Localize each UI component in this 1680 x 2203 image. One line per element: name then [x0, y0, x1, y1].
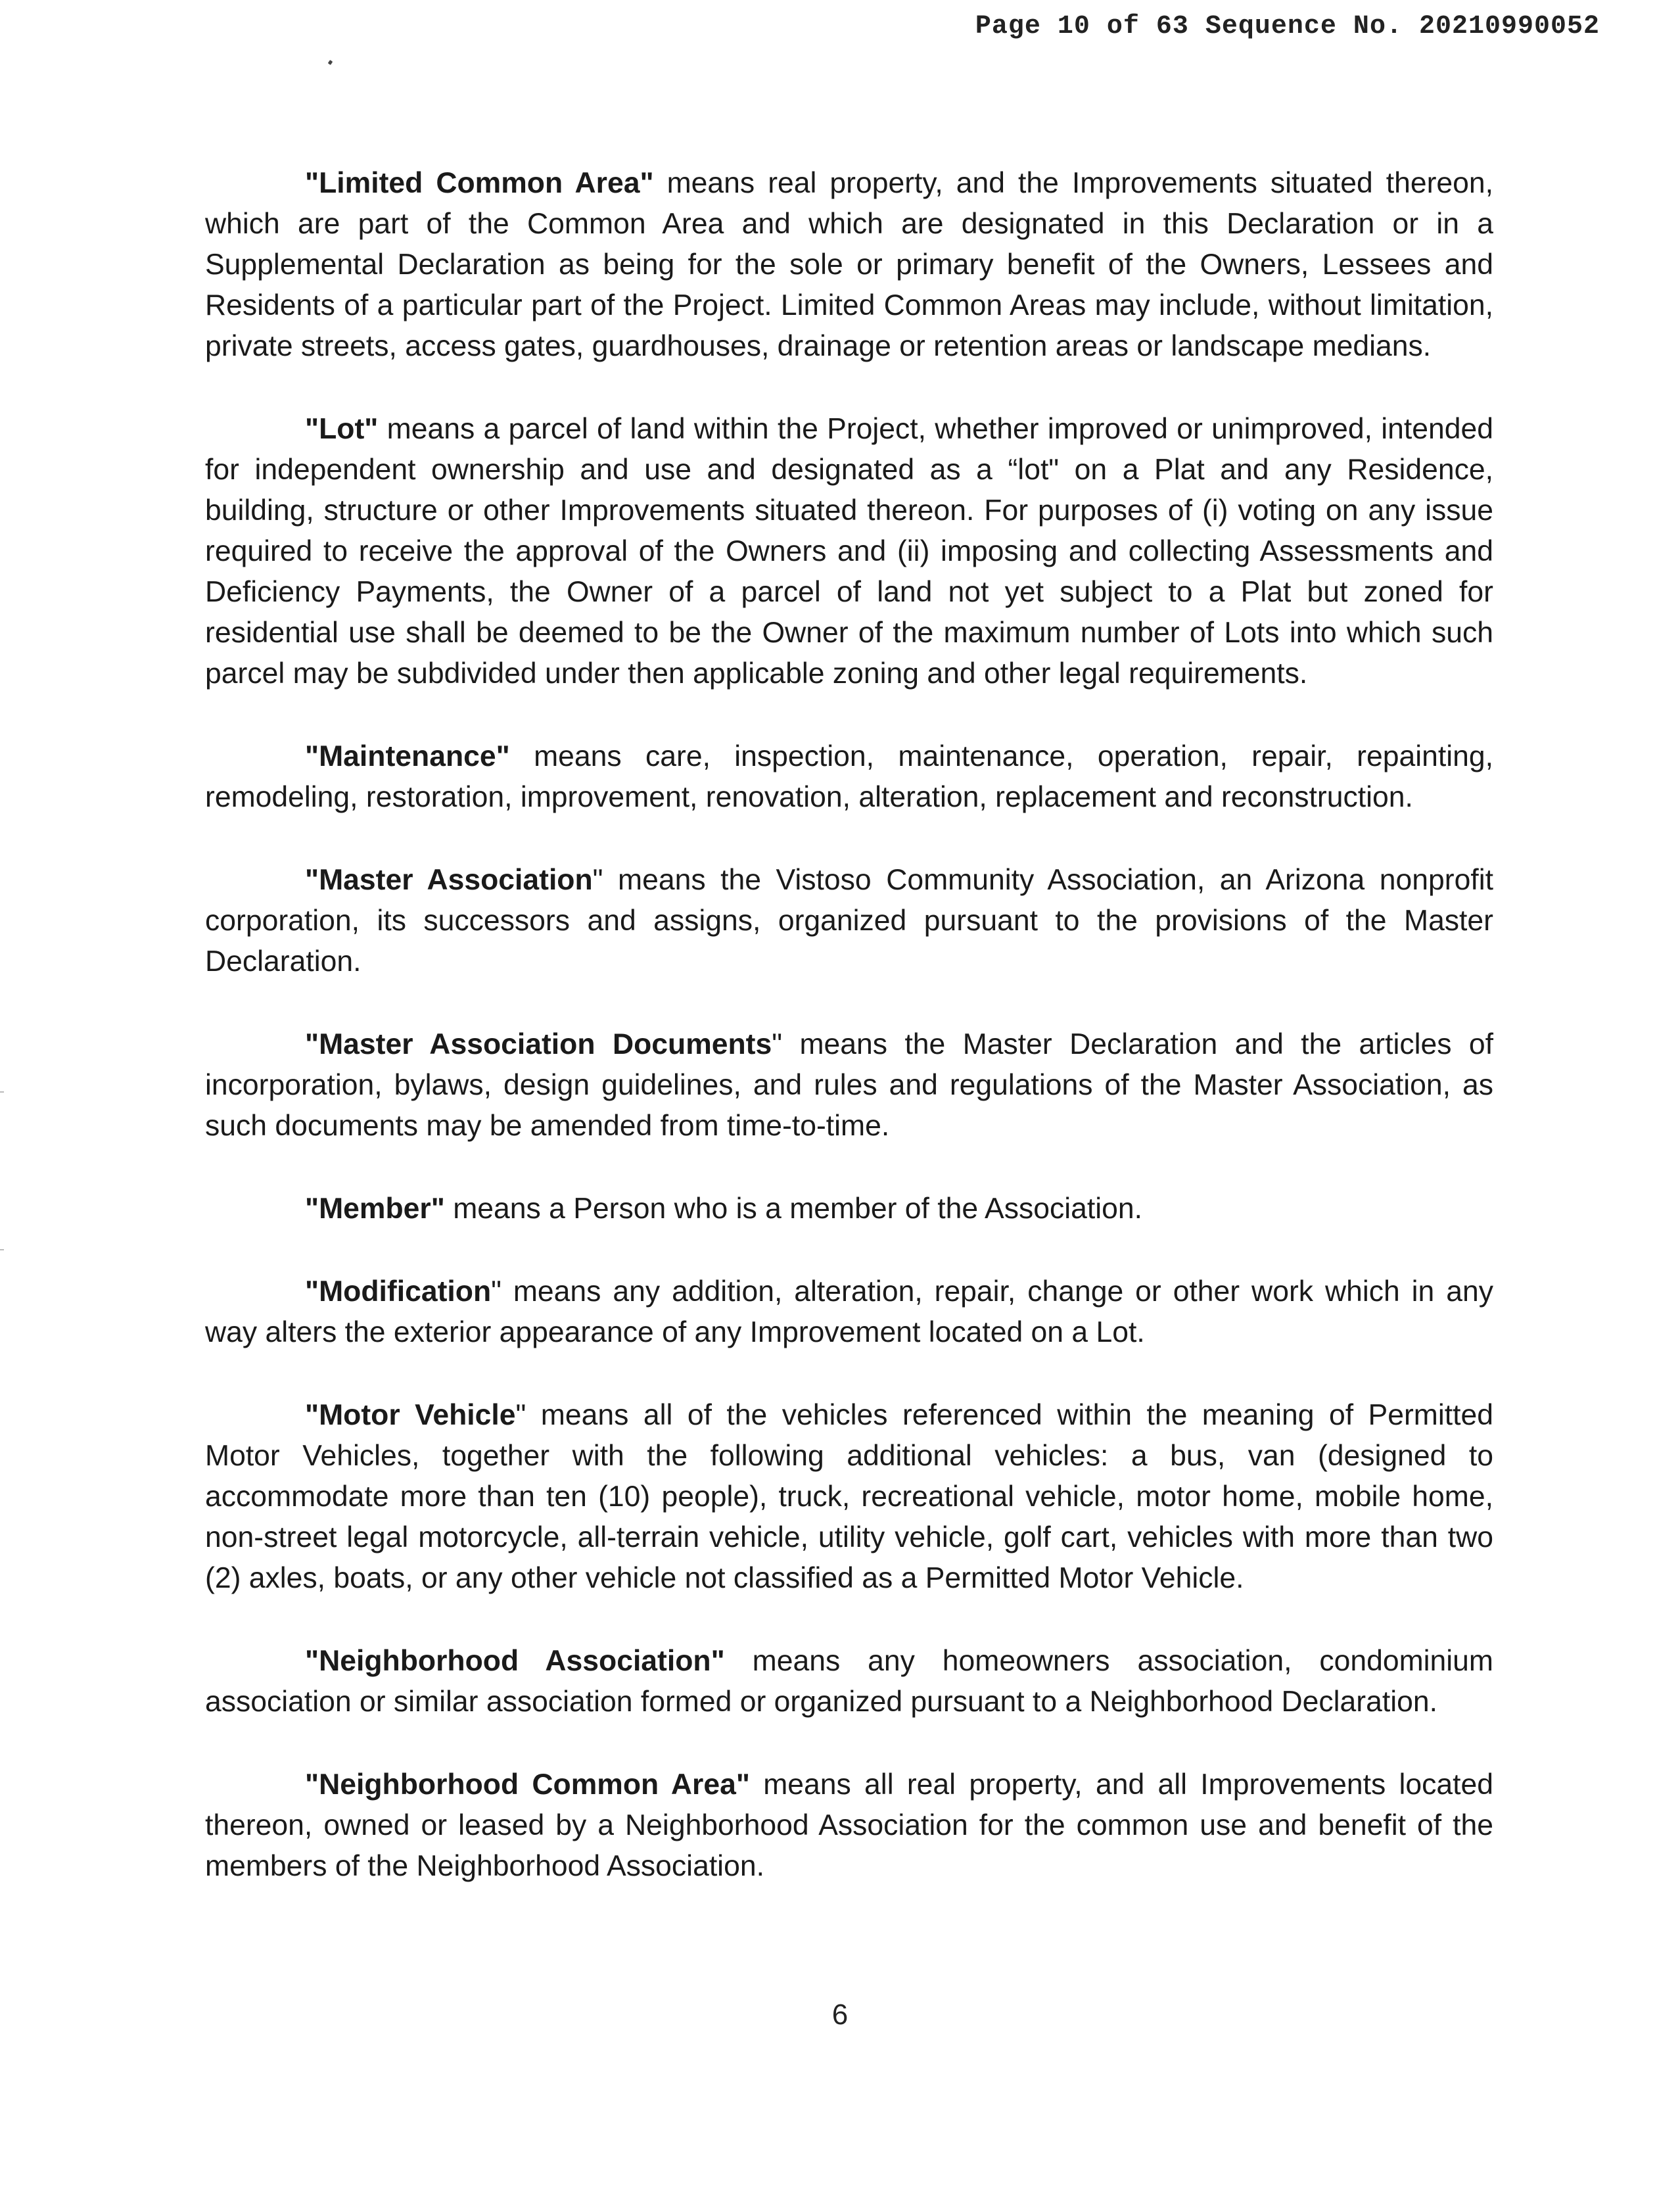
page-number: 6	[831, 1999, 849, 2031]
definition-text: means care, inspection, maintenance, operation, repair, repainting, remodeling, restoration, improvement, renovation, alteration, replacement and reconstruction.	[205, 740, 1493, 813]
definition-term: "Master Association	[305, 864, 593, 896]
definition-term: "Neighborhood Common Area"	[305, 1768, 750, 1801]
definition-term: "Motor Vehicle	[305, 1399, 516, 1431]
definition-text: " means the Vistoso Community Association, an Arizona nonprofit corporation, its successors and assigns, organized pursuant to the provisions of the Master Declaration.	[205, 864, 1493, 978]
definition-text: means real property, and the Improvements situated thereon, which are part of the Common Area and which are designated in this Declaration or in a Supplemental Declaration as being for the sole or primary benefit of the Owners, Lessees and Residents of a particular part of the Project. Limited Common Areas may include, without limitation, private streets, access gates, guardhouses, drainage or retention areas or landscape medians.	[205, 167, 1493, 362]
document-body	[205, 163, 1493, 1929]
definition-term: "Master Association Documents	[305, 1028, 772, 1060]
definition-term: "Maintenance"	[305, 740, 510, 772]
definition-master-association-documents	[205, 1024, 1493, 1147]
definition-neighborhood-common-area	[205, 1765, 1493, 1887]
definition-text: means all real property, and all Improvements located thereon, owned or leased by a Neighborhood Association for the common use and benefit of the members of the Neighborhood Association.	[205, 1768, 1493, 1882]
definition-term: "Limited Common Area"	[305, 167, 654, 199]
definition-text: means a parcel of land within the Project, whether improved or unimproved, intended for independent ownership and use and designated as a “lot" on a Plat and any Residence, building, structure or other Improvements situated thereon. For purposes of (i) voting on any issue required to receive the approval of the Owners and (ii) imposing and collecting Assessments and Deficiency Payments, the Owner of a parcel of land not yet subject to a Plat but zoned for residential use shall be deemed to be the Owner of the maximum number of Lots into which such parcel may be subdivided under then applicable zoning and other legal requirements.	[205, 413, 1493, 690]
scan-speck	[328, 60, 333, 65]
definition-member	[205, 1189, 1493, 1229]
definition-text: " means the Master Declaration and the articles of incorporation, bylaws, design guidelines, and rules and regulations of the Master Association, as such documents may be amended from time-to-time.	[205, 1028, 1494, 1142]
definition-term: "Neighborhood Association"	[305, 1645, 725, 1677]
definition-motor-vehicle	[205, 1395, 1493, 1599]
definition-text: means a Person who is a member of the Association.	[444, 1193, 1142, 1225]
definition-master-association	[205, 860, 1493, 982]
definition-text: " means any addition, alteration, repair, change or other work which in any way alters the exterior appearance of any Improvement located on a Lot.	[205, 1275, 1493, 1348]
definition-text: " means all of the vehicles referenced within the meaning of Permitted Motor Vehicles, together with the following additional vehicles: a bus, van (designed to accommodate more than ten (10) people), truck, recreational vehicle, motor home, mobile home, non-street legal motorcycle, all-terrain vehicle, utility vehicle, golf cart, vehicles with more than two (2) axles, boats, or any other vehicle not classified as a Permitted Motor Vehicle.	[205, 1399, 1493, 1594]
definition-text: means any homeowners association, condominium association or similar association formed or organized pursuant to a Neighborhood Declaration.	[205, 1645, 1493, 1718]
definition-lot	[205, 409, 1493, 694]
definition-neighborhood-association	[205, 1641, 1493, 1722]
definition-limited-common-area	[205, 163, 1493, 367]
page-header: Page 10 of 63 Sequence No. 20210990052	[975, 12, 1600, 41]
scan-margin-mark	[0, 1249, 4, 1250]
definition-modification	[205, 1271, 1493, 1353]
definition-maintenance	[205, 736, 1493, 818]
definition-term: "Member"	[305, 1193, 445, 1225]
definition-term: "Modification	[305, 1275, 492, 1308]
definition-term: "Lot"	[305, 413, 379, 445]
scan-margin-mark	[0, 1091, 4, 1093]
